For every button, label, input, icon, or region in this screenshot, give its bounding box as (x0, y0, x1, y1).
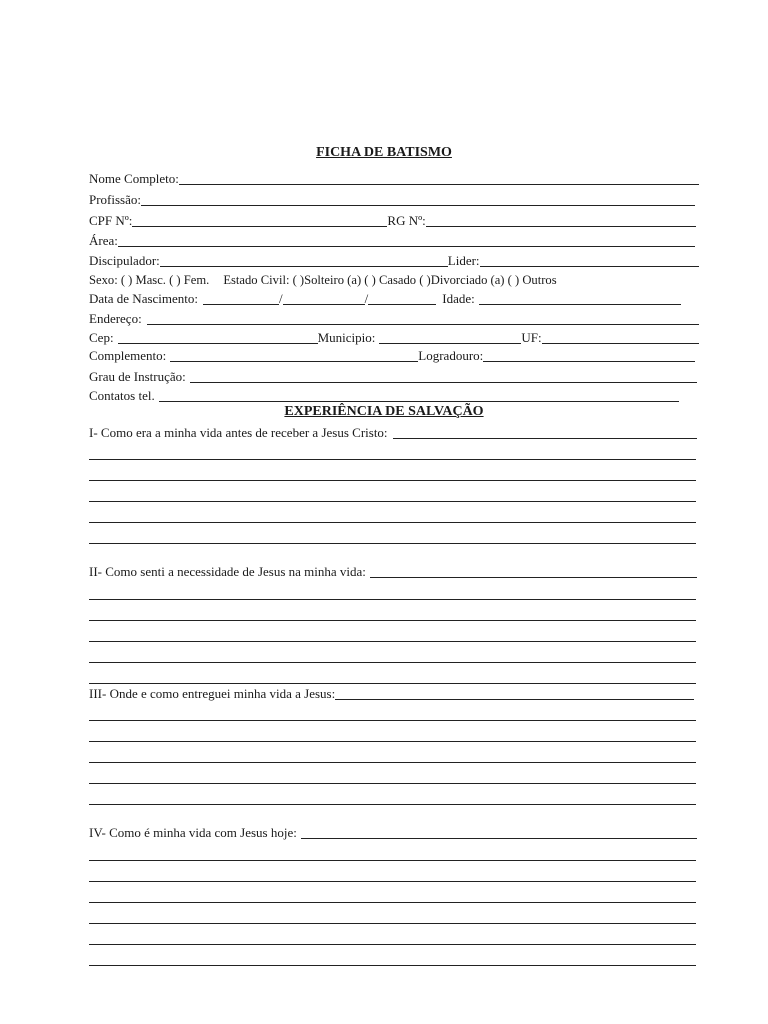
field-area[interactable] (89, 232, 695, 250)
label-nome-completo: Nome Completo: (89, 171, 179, 186)
label-contatos: Contatos tel. (89, 388, 155, 403)
field-discipulador-lider[interactable] (89, 252, 699, 270)
answer-line[interactable] (89, 599, 696, 600)
answer-line[interactable] (89, 480, 696, 481)
label-discipulador: Discipulador: (89, 253, 160, 268)
field-complemento-logradouro[interactable] (89, 347, 695, 365)
answer-line[interactable] (89, 944, 696, 945)
input-line-area[interactable] (118, 246, 695, 247)
answer-line[interactable] (89, 860, 696, 861)
input-line-lider[interactable] (480, 266, 699, 267)
question-3-label: III- Onde e como entreguei minha vida a Jesus: (89, 686, 336, 701)
label-grau-instrucao: Grau de Instrução: (89, 369, 186, 384)
question-3-first-line[interactable] (335, 699, 694, 700)
label-cpf: CPF Nº: (89, 213, 133, 228)
answer-line[interactable] (89, 641, 696, 642)
question-2-first-line[interactable] (370, 577, 697, 578)
answer-line[interactable] (89, 762, 696, 763)
label-complemento: Complemento: (89, 348, 167, 363)
label-estado-civil[interactable]: Estado Civil: ( )Solteiro (a) ( ) Casado ( )Divorciado (a) ( ) Outros (223, 273, 557, 287)
question-4-label: IV- Como é minha vida com Jesus hoje: (89, 825, 297, 840)
field-data-nascimento-idade[interactable] (89, 290, 681, 308)
answer-line[interactable] (89, 683, 696, 684)
question-1-label: I- Como era a minha vida antes de receber a Jesus Cristo: (89, 425, 388, 440)
input-line-contatos[interactable] (159, 401, 679, 402)
answer-line[interactable] (89, 662, 696, 663)
answer-line[interactable] (89, 543, 696, 544)
label-uf: UF: (521, 330, 542, 345)
field-sexo-estado-civil[interactable] (89, 271, 699, 289)
input-line-endereco[interactable] (147, 324, 699, 325)
question-1-first-line[interactable] (393, 438, 697, 439)
form-title: FICHA DE BATISMO (316, 145, 452, 160)
answer-line[interactable] (89, 620, 696, 621)
input-line-rg[interactable] (426, 226, 696, 227)
label-endereco: Endereço: (89, 311, 142, 326)
input-line-municipio[interactable] (379, 343, 521, 344)
answer-line[interactable] (89, 783, 696, 784)
input-line-ano[interactable] (368, 304, 436, 305)
label-sexo[interactable]: Sexo: ( ) Masc. ( ) Fem. (89, 273, 210, 287)
answer-line[interactable] (89, 720, 696, 721)
input-line-complemento[interactable] (170, 361, 418, 362)
input-line-discipulador[interactable] (160, 266, 448, 267)
field-cep-municipio-uf[interactable] (89, 329, 699, 347)
label-profissao: Profissão: (89, 192, 141, 207)
answer-line[interactable] (89, 923, 696, 924)
field-profissao[interactable] (89, 191, 695, 209)
input-line-cpf[interactable] (132, 226, 387, 227)
input-line-logradouro[interactable] (483, 361, 695, 362)
question-2[interactable] (89, 563, 697, 581)
answer-line[interactable] (89, 804, 696, 805)
input-line-nome-completo[interactable] (179, 184, 699, 185)
answer-line[interactable] (89, 965, 696, 966)
question-3[interactable] (89, 685, 694, 703)
question-4-first-line[interactable] (301, 838, 697, 839)
input-line-dia[interactable] (203, 304, 279, 305)
input-line-grau-instrucao[interactable] (190, 382, 697, 383)
label-cep: Cep: (89, 330, 114, 345)
answer-line[interactable] (89, 459, 696, 460)
question-1[interactable] (89, 424, 697, 442)
input-line-idade[interactable] (479, 304, 681, 305)
label-municipio: Municipio: (317, 330, 376, 345)
answer-line[interactable] (89, 522, 696, 523)
field-grau-instrucao[interactable] (89, 368, 697, 386)
date-separator-1: / (279, 291, 283, 306)
label-logradouro: Logradouro: (418, 348, 484, 363)
label-data-nascimento: Data de Nascimento: (89, 291, 199, 306)
field-nome-completo[interactable] (89, 170, 699, 188)
field-cpf-rg[interactable] (89, 212, 696, 230)
section-title-experiencia: EXPERIÊNCIA DE SALVAÇÃO (284, 404, 484, 419)
answer-line[interactable] (89, 501, 696, 502)
field-endereco[interactable] (89, 310, 699, 328)
input-line-cep[interactable] (118, 343, 318, 344)
input-line-profissao[interactable] (141, 205, 695, 206)
date-separator-2: / (364, 291, 369, 306)
answer-line[interactable] (89, 902, 696, 903)
label-idade: Idade: (442, 291, 475, 306)
label-rg: RG Nº: (387, 213, 426, 228)
input-line-mes[interactable] (283, 304, 365, 305)
question-2-label: II- Como senti a necessidade de Jesus na minha vida: (89, 564, 366, 579)
field-contatos[interactable] (89, 387, 679, 405)
answer-line[interactable] (89, 741, 696, 742)
label-area: Área: (89, 233, 118, 248)
answer-line[interactable] (89, 881, 696, 882)
input-line-uf[interactable] (542, 343, 699, 344)
label-lider: Lider: (447, 253, 480, 268)
question-4[interactable] (89, 824, 697, 842)
